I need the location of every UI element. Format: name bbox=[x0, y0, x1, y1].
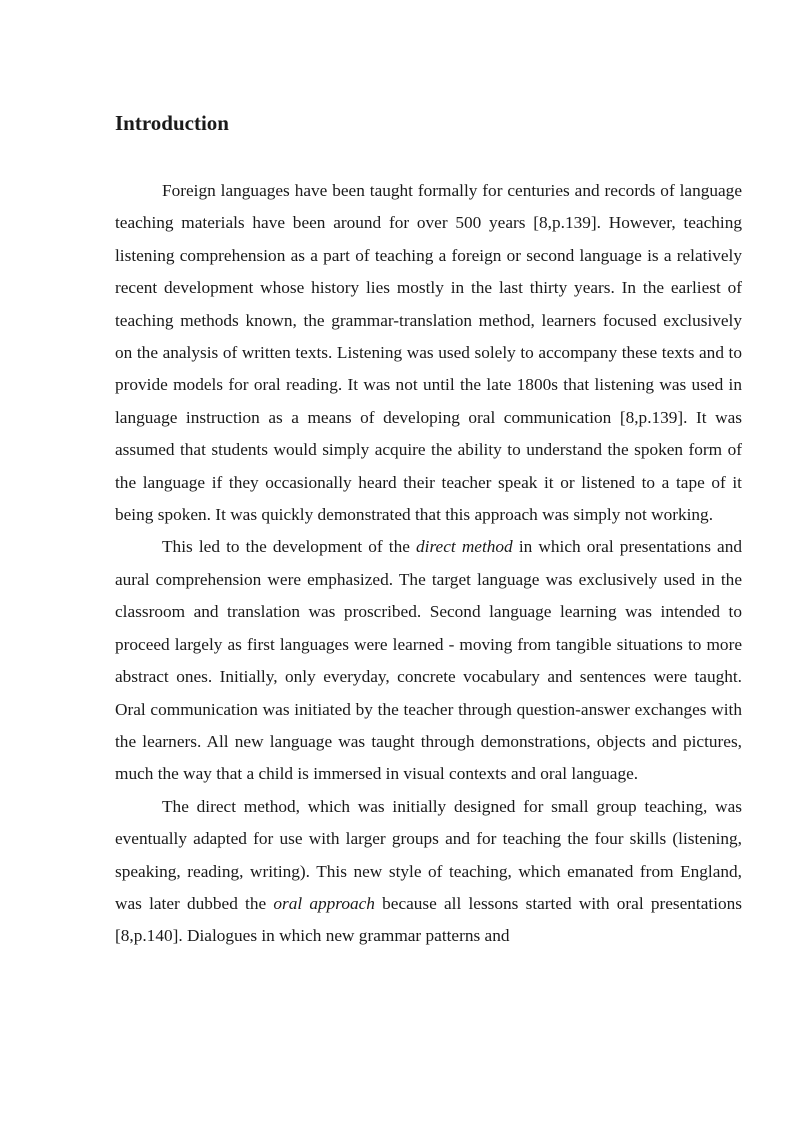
italic-term: oral approach bbox=[273, 893, 375, 913]
body-text bbox=[115, 175, 742, 953]
paragraph bbox=[115, 791, 742, 953]
italic-term: direct method bbox=[416, 537, 513, 557]
text-segment: This led to the development of the bbox=[162, 537, 417, 557]
paragraph bbox=[115, 531, 742, 790]
text-segment: The direct method, which was initially designed for small group teaching, was eventually adapted for use with larger groups and for teaching the four skills (listening, speaking, reading, writing). This new style of teaching, which emanated from England, was later dubbed the bbox=[115, 796, 742, 913]
text-segment: Foreign languages have been taught formally for centuries and records of language teaching materials have been around for over 500 years [8,p.139]. However, teaching listening comprehension as a part of teaching a foreign or second language is a relatively recent development whose history lies mostly in the last thirty years. In the earliest of teaching methods known, the grammar-translation method, learners focused exclusively on the analysis of written texts. Listening was used solely to accompany these texts and to provide models for oral reading. It was not until the late 1800s that listening was used in language instruction as a means of developing oral communication [8,p.139]. It was assumed that students would simply acquire the ability to understand the spoken form of the language if they occasionally heard their teacher speak it or listened to a tape of it being spoken. It was quickly demonstrated that this approach was simply not working. bbox=[115, 181, 742, 525]
text-segment: in which oral presentations and aural comprehension were emphasized. The target language was exclusively used in the classroom and translation was proscribed. Second language learning was intended to proceed largely as first languages were learned - moving from tangible situations to more abstract ones. Initially, only everyday, concrete vocabulary and sentences were taught. Oral communication was initiated by the teacher through question-answer exchanges with the learners. All new language was taught through demonstrations, objects and pictures, much the way that a child is immersed in visual contexts and oral language. bbox=[115, 537, 742, 784]
paragraph bbox=[115, 175, 742, 531]
text-segment: because all lessons started with oral presentations [8,p.140]. Dialogues in which new grammar patterns and bbox=[115, 893, 743, 946]
section-heading: Introduction bbox=[115, 111, 229, 135]
